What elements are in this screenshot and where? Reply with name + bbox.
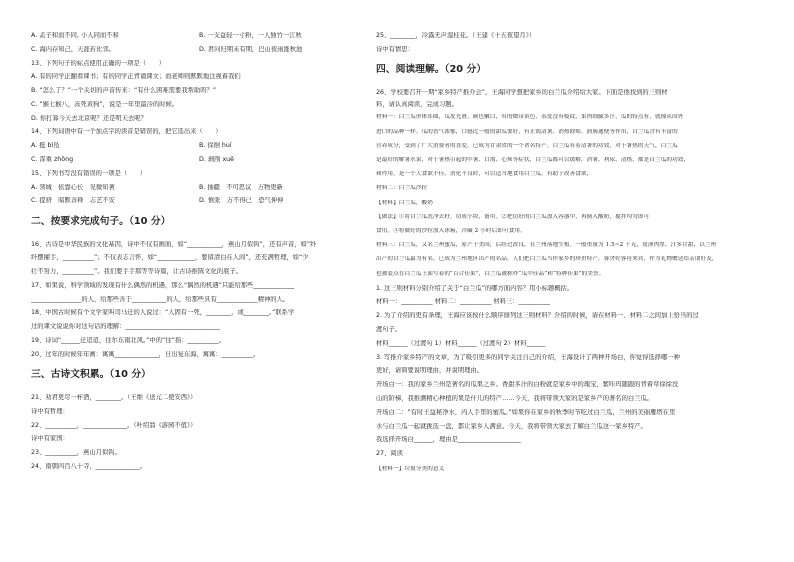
q23-line: 23、__________，燕山月似钩。: [31, 449, 121, 457]
q13-option-d[interactable]: D. 你打算今天去北京呢？还是明天去呢？: [31, 114, 147, 122]
opening-1-line-2: 山的阶梯，我推测精心种植的果是什儿的特产……今天，我将带领大家的是家乡产的著名的白兰瓜。: [376, 394, 654, 402]
material-3-line-2: 出产的白兰瓜最为有名，已成为兰州地区出产的名品。人们把白兰瓜当作家乡的珍贵特产，客舍好客待来宾，作为礼物赠送给亲朋好友，: [376, 256, 718, 263]
recipe-ingredients: 【材料】白兰瓜，酸奶: [376, 199, 433, 206]
section-4-heading: 四、阅读理解。（20 分）: [376, 63, 487, 75]
option-d[interactable]: D. 慎张 万不得已 恐气伸伸: [199, 197, 284, 205]
recipe-line-1: 【做法】①将白兰瓜洗净去籽，切成小块，备用。②把切好的白兰瓜放入容器中，再倒入酸奶，搅拌均匀即可: [376, 213, 650, 220]
material-2-title: 材料二：白兰瓜沙拉: [376, 185, 428, 192]
option-a[interactable]: A. 挺 bì凫: [31, 142, 60, 150]
q22-subtitle: 诗中有家国：: [31, 435, 69, 443]
option-b[interactable]: B. 徐徊 huí: [199, 142, 232, 150]
q14-title: 14、下列词语中有一个加点字的读音是错误的，把它选出来（ ）: [31, 128, 222, 136]
q20-line: 20、过年的时候年年画：寓寓______________，日出复东海，寓寓：__________。: [31, 350, 260, 358]
material-3-line-1: 材料三：白兰瓜，又名兰州蜜瓜，原产于美国，后经过改良，在兰州落地生根。一般重量为 1.5~2 千克，皮薄肉厚，汁多甘甜，以兰州: [376, 242, 717, 249]
q26-2-question-1: 2. 为了介绍的更有条理，王海应该按什么顺序排列这三则材料？介绍的时候，请在材料一、材料二之间加上恰当的过: [376, 312, 699, 320]
material-1-line-3: 营养成分，受到了广大消费者的喜爱，已成为甘肃省的一个著名特产。白兰瓜有着清暑的功效，对于暑热的天气，白兰瓜: [376, 142, 678, 149]
q13-option-c[interactable]: C. “猴七猴八，冻死黄狗”，说是一年里最冷的时候。: [31, 100, 179, 108]
option-c[interactable]: C. 提挤 暗默善释 志艺不安: [31, 197, 115, 205]
q18-line-2: 过的课文说说你对这句话的理解：______________________________: [31, 323, 220, 331]
q26-intro-line-1: 26、学校要召开一期“家乡特产推介会”，王海同学想把家乡的白兰瓜介绍给大家。下面是他找到的三则材: [376, 88, 668, 96]
q26-1-answer-line[interactable]: 材料一：__________ 材料二：__________ 材料三：__________: [376, 298, 551, 306]
q17-line-2: ________________的人，给那些善于___________的人，给那些具有_____________精神的人。: [31, 295, 290, 303]
q21-line: 21、劝君更尽一杯酒，________。（王维《送元二使安西》）: [31, 394, 197, 401]
q24-line: 24、南朝四百八十寺，______________。: [31, 462, 147, 470]
option-d[interactable]: D. 剥削 xuē: [199, 156, 235, 164]
material-1-line-2: 进口的品种一样。瓜的香气浓郁，口感比一般的甜瓜要好，有止渴清暑、消热除烦、润肠通便等作用，白兰瓜含有丰富的: [376, 128, 678, 135]
q26-3-answer-line[interactable]: 我选择开场白______，理由是____________________: [376, 436, 521, 444]
q26-2-answer-line[interactable]: 材料______（过渡句 1）材料______（过渡句 2）材料______: [376, 339, 546, 347]
section-3-heading: 三、古诗文积累。（10 分）: [31, 369, 151, 380]
option-c[interactable]: C. 海内存知己，天涯若比邻。: [31, 45, 115, 53]
right-column: [376, 32, 764, 480]
q15-title: 15、下列书写没有错误的一项是（ ）: [31, 169, 147, 177]
q18-line-1: 18、中国古时候有个文学家叫司马迁的人说过：“人固有一死，________，或________。”联系学: [31, 309, 295, 317]
q13-option-b[interactable]: B. “怎么了？”一个关切的声音传来：“有什么困难需要我帮助吗？”: [31, 87, 217, 95]
material-1-line-5: 和作用，是一个人食欲不佳、消化不良时，可以适当地食用白兰瓜，有助于改善食欲，: [376, 171, 593, 178]
q22-line: 22、__________，______________。（叶绍翁《游园不值》）: [31, 421, 197, 429]
q14-options-row-1: [31, 142, 366, 150]
q26-intro-line-2: 料，请认真阅读，完成习题。: [376, 100, 458, 108]
q27-title: 27、阅读: [376, 450, 403, 458]
q13-option-a[interactable]: A. 有的同学正翻看课书；有的同学正背诵课文；而老师则默默地注视着我们: [31, 73, 241, 81]
material-1-line-1: 材料一：白兰瓜形体浑圆，瓜皮光滑，颜色嫩白，有的微带黄色，表皮没有棱纹，果肉细腻多汁，瓜的特点有，就像从国外: [376, 114, 684, 121]
section-2-heading: 二、按要求完成句子。（10 分）: [31, 215, 171, 227]
q12-options-row-2: [31, 46, 366, 54]
q26-3-question-2: 更好，请简要说明理由，并说明理由。: [376, 367, 484, 375]
q26-2-question-2: 渡句子。: [376, 326, 402, 334]
opening-1-line-1: 开场白一：我的家乡兰州是著名的瓜果之乡。香甜多汁的白粉就是家乡中的瑰宝，紫咔玛随跟的背着草徐徐没: [376, 381, 679, 389]
option-b[interactable]: B. 一支益轻一寸粉，一人独竹一江秋: [199, 32, 302, 39]
option-d[interactable]: D. 君问归期未有期，巴山夜雨涨秋池: [199, 45, 303, 53]
q21-subtitle: 诗中有哲理：: [31, 407, 69, 415]
q15-options-row-2: [31, 197, 366, 205]
q12-options-row-1: [31, 32, 366, 40]
option-b[interactable]: B. 抽疆 不可思议 万物更新: [199, 183, 283, 191]
q15-options-row-1: [31, 184, 366, 192]
recipe-line-2: 食用。③将做好的沙拉放入冰箱，冷藏 2 小时后即可食用。: [376, 227, 526, 234]
q16-line-3: 壮不努力，__________”。我们要手手那等等诗篇，让古诗推陈文化的底子。: [31, 268, 243, 276]
option-a[interactable]: A. 领城 依靠心长 见微知著: [31, 183, 115, 191]
material-1-line-4: 是最好的解暑水果，对于暑热引起的中暑、口渴、心烦等症状，白兰瓜都可以缓解，消暑、利尿、清热，都是白兰瓜的功效，: [376, 157, 690, 163]
q25-line: 25、________，冷露无声湿桂花。（王建《十五夜望月》）: [376, 32, 536, 39]
q16-line-1: 16、古诗是中华民族的文化基因，诗中不仅有画面，如“___________，燕山月似钩”，还有声音，如“纤: [31, 240, 317, 248]
q25-subtitle: 诗中有情思：: [376, 45, 414, 53]
q17-line-1: 17、如果说，科学领域的发现有什么偶然的机遇，那么“偶然的机遇”只能给那些_____________: [31, 281, 295, 289]
material-3-line-3: 也被装点在白兰瓜上面写着的“百合佳果”，白兰瓜被称作“瓜中佳品”和“特种佳果”的美誉。: [376, 270, 605, 277]
q16-line-2: 纤摆擢手，__________”；不仅表志言怀，如“____________，要留清白在人间”，还充满哲理，如“少: [31, 254, 309, 262]
opening-2-line-1: 开场白二：“有时王益秘净水，内人手里的蜜瓜。”如果你在家乡的秋季时节吃过白兰瓜，兰州的美丽雁塔在里: [376, 408, 676, 416]
q13-title: 13、下列句子的标点使用正确的一项是（ ）: [31, 59, 165, 67]
q26-3-question-1: 3. 写推介家乡特产的文章，为了吸引更多的同学关注自己的介绍，王海设计了两种开场白，你觉得选择哪一种: [376, 353, 680, 361]
option-a[interactable]: A. 孟子和而不同, 小人同而不和: [31, 32, 119, 39]
opening-2-line-2: 水与白兰瓜一起就挑选一盘，都让家乡人满意。今天，我将带领大家去了解白兰瓜这一家乡特产。: [376, 422, 647, 430]
left-column: [31, 32, 366, 477]
q26-1-question: 1. 这三则材料分别介绍了关于“白兰瓜”的哪方面内容？用小标题概括。: [376, 284, 574, 292]
q19-line: 19、诗词“______迁迢迢，往尔东南北风。”中的“往”指：__________。: [31, 337, 226, 345]
q27-material-1-title: 【材料一】垃圾分类的意义: [376, 466, 445, 473]
q14-options-row-2: [31, 156, 366, 164]
option-c[interactable]: C. 浑重 zhōng: [31, 156, 74, 164]
